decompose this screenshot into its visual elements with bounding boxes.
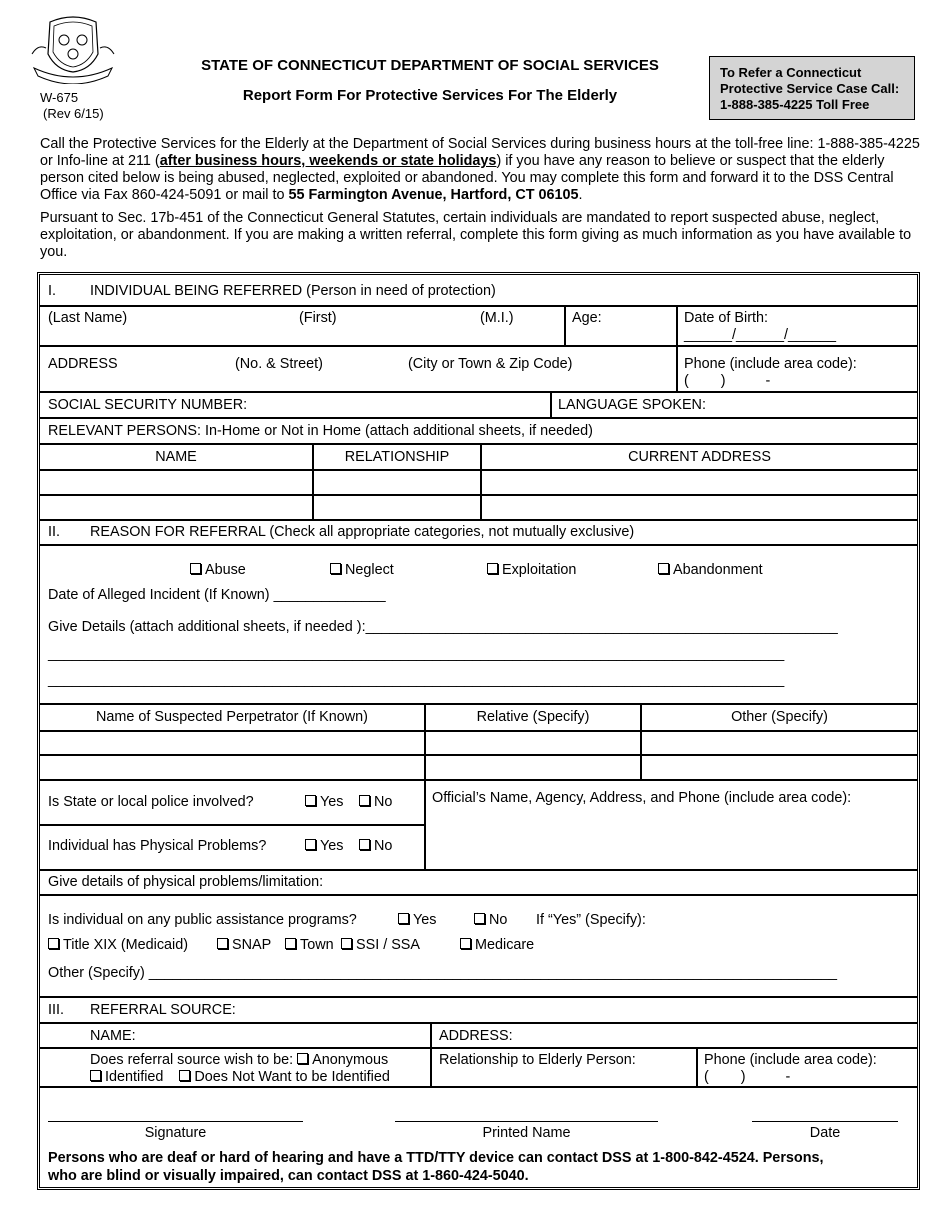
physical-details-label: Give details of physical problems/limitation:: [48, 874, 324, 890]
dob-label: Date of Birth:: [684, 310, 768, 326]
section1-number: I.: [48, 283, 56, 299]
abandonment-checkbox[interactable]: Abandonment: [658, 562, 763, 579]
intro-paragraph-2: Pursuant to Sec. 17b-451 of the Connecticut General Statutes, certain individuals are mandated to report suspected abuse, neglect, exploitation, or abandonment. If you are making a written referral, complete this form giving as much information as you have available to you.: [40, 210, 912, 260]
perpetrator-name-header: Name of Suspected Perpetrator (If Known): [96, 709, 368, 725]
if-yes-label: If “Yes” (Specify):: [536, 912, 646, 928]
checkbox-icon: [305, 839, 316, 850]
physical-problems-label: Individual has Physical Problems?: [48, 838, 267, 854]
checkbox-icon: [341, 938, 352, 949]
section1-title: INDIVIDUAL BEING REFERRED (Person in need of protection): [90, 283, 496, 299]
medicaid-checkbox[interactable]: Title XIX (Medicaid): [48, 937, 188, 954]
other-specify-field[interactable]: Other (Specify) ______________________________________________________________________________________: [48, 965, 838, 981]
not-identified-checkbox[interactable]: Does Not Want to be Identified: [179, 1069, 389, 1085]
medicare-checkbox[interactable]: Medicare: [460, 937, 534, 954]
other-header: Other (Specify): [731, 709, 828, 725]
incident-date-field[interactable]: Date of Alleged Incident (If Known) ______________: [48, 587, 386, 603]
relevant-persons-label: RELEVANT PERSONS: In-Home or Not in Home (attach additional sheets, if needed): [48, 423, 593, 439]
section3-title: REFERRAL SOURCE:: [90, 1002, 236, 1018]
date-line[interactable]: [752, 1121, 898, 1122]
assistance-no-checkbox[interactable]: No: [474, 912, 507, 929]
checkbox-icon: [179, 1070, 190, 1081]
referral-wish-label: Does referral source wish to be: Anonymous: [90, 1052, 389, 1068]
relationship-label: Relationship to Elderly Person:: [439, 1052, 636, 1068]
first-name-label: (First): [299, 310, 337, 326]
checkbox-icon: [658, 563, 669, 574]
anonymous-checkbox[interactable]: Anonymous: [297, 1052, 388, 1068]
checkbox-icon: [190, 563, 201, 574]
physical-yes-checkbox[interactable]: Yes: [305, 838, 343, 855]
checkbox-icon: [330, 563, 341, 574]
relative-header: Relative (Specify): [476, 709, 590, 725]
ssn-label: SOCIAL SECURITY NUMBER:: [48, 397, 248, 413]
physical-no-checkbox[interactable]: No: [359, 838, 392, 855]
checkbox-icon: [398, 913, 409, 924]
last-name-label: (Last Name): [48, 310, 128, 326]
signature-line[interactable]: [48, 1121, 303, 1122]
police-label: Is State or local police involved?: [48, 794, 254, 810]
section3-number: III.: [48, 1002, 64, 1018]
mi-label: (M.I.): [480, 310, 514, 326]
form-title: Report Form For Protective Services For The Elderly: [242, 87, 618, 104]
identified-checkbox[interactable]: Identified: [90, 1069, 163, 1085]
state-seal-icon: [30, 14, 116, 84]
referral-phone-field[interactable]: ( ) -: [704, 1069, 791, 1085]
signature-label: Signature: [144, 1125, 207, 1141]
date-label: Date: [809, 1125, 841, 1141]
assistance-yes-checkbox[interactable]: Yes: [398, 912, 436, 929]
assistance-label: Is individual on any public assistance programs?: [48, 912, 357, 928]
referral-hotline-box: To Refer a Connecticut Protective Service Case Call: 1-888-385-4225 Toll Free: [709, 56, 915, 120]
address-label: ADDRESS: [48, 356, 118, 372]
intro-text: [40, 136, 925, 267]
police-no-checkbox[interactable]: No: [359, 794, 392, 811]
details-line-2[interactable]: ____________________________________________________________________________________________: [48, 672, 785, 688]
accessibility-note-line-2: who are blind or visually impaired, can contact DSS at 1-860-424-5040.: [48, 1168, 529, 1184]
printed-name-line[interactable]: [395, 1121, 658, 1122]
referral-name-label: NAME:: [90, 1028, 136, 1044]
referral-phone-label: Phone (include area code):: [704, 1052, 877, 1068]
printed-name-label: Printed Name: [482, 1125, 571, 1141]
col-relationship-header: RELATIONSHIP: [344, 449, 450, 465]
checkbox-icon: [217, 938, 228, 949]
checkbox-icon: [359, 839, 370, 850]
street-label: (No. & Street): [235, 356, 323, 372]
phone-label: Phone (include area code):: [684, 356, 857, 372]
section2-title: REASON FOR REFERRAL (Check all appropriate categories, not mutually exclusive): [90, 524, 635, 540]
col-name-header: NAME: [155, 449, 197, 465]
checkbox-icon: [90, 1070, 101, 1081]
snap-checkbox[interactable]: SNAP: [217, 937, 271, 954]
dob-field[interactable]: ______/______/______: [684, 327, 837, 343]
checkbox-icon: [359, 795, 370, 806]
language-label: LANGUAGE SPOKEN:: [558, 397, 706, 413]
ssi-checkbox[interactable]: SSI / SSA: [341, 937, 420, 954]
col-address-header: CURRENT ADDRESS: [628, 449, 771, 465]
referral-address-label: ADDRESS:: [439, 1028, 513, 1044]
identification-options: [90, 1069, 390, 1086]
city-label: (City or Town & Zip Code): [408, 356, 573, 372]
checkbox-icon: [474, 913, 485, 924]
intro-paragraph-1: Call the Protective Services for the Elderly at the Department of Social Services during business hours at the toll-free line: 1-888-385-4225 or Info-line at 211 (after business hours, weekends or state holidays) if you have any reason to believe or suspect that the elderly person cited below is being abused, neglected, exploited or abandoned. You may complete this form and forward it to the DSS Central Office via Fax 860-424-5091 or mail to 55 Farmington Avenue, Hartford, CT 06105.: [40, 136, 920, 203]
checkbox-icon: [297, 1053, 308, 1064]
official-label: Official’s Name, Agency, Address, and Phone (include area code):: [432, 790, 852, 806]
checkbox-icon: [48, 938, 59, 949]
section2-number: II.: [48, 524, 60, 540]
exploitation-checkbox[interactable]: Exploitation: [487, 562, 576, 579]
accessibility-note-line-1: Persons who are deaf or hard of hearing and have a TTD/TTY device can contact DSS at 1-800-842-4524. Persons,: [48, 1150, 824, 1166]
checkbox-icon: [460, 938, 471, 949]
checkbox-icon: [285, 938, 296, 949]
police-yes-checkbox[interactable]: Yes: [305, 794, 343, 811]
department-title: STATE OF CONNECTICUT DEPARTMENT OF SOCIAL SERVICES: [201, 57, 659, 74]
details-field[interactable]: Give Details (attach additional sheets, if needed ):___________________________________________________________: [48, 619, 838, 635]
phone-field[interactable]: ( ) -: [684, 373, 771, 389]
neglect-checkbox[interactable]: Neglect: [330, 562, 394, 579]
age-label: Age:: [572, 310, 602, 326]
details-line-1[interactable]: ____________________________________________________________________________________________: [48, 646, 785, 662]
checkbox-icon: [487, 563, 498, 574]
form-frame: [37, 272, 920, 1190]
checkbox-icon: [305, 795, 316, 806]
town-checkbox[interactable]: Town: [285, 937, 334, 954]
abuse-checkbox[interactable]: Abuse: [190, 562, 246, 579]
form-number: W-675 (Rev 6/15): [40, 90, 104, 121]
